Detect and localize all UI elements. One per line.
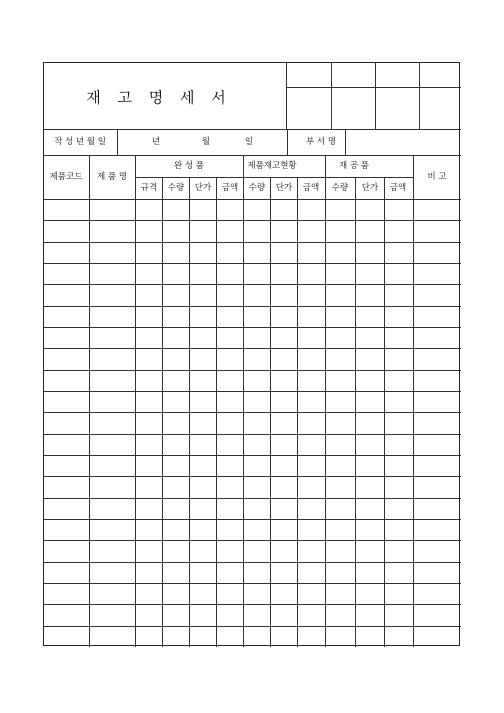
table-row-line <box>44 583 461 584</box>
meta-divider <box>287 129 288 155</box>
approval-divider <box>331 63 332 129</box>
header-group-line <box>135 177 413 178</box>
finished-price-header: 단가 <box>194 182 212 193</box>
table-row-line <box>44 263 461 264</box>
product-code-header: 제품코드 <box>49 171 83 182</box>
finished-amount-header: 금액 <box>221 182 239 193</box>
table-row-line <box>44 519 461 520</box>
finished-qty-header: 수량 <box>167 182 185 193</box>
remarks-header: 비 고 <box>427 171 447 182</box>
table-row-line <box>44 412 461 413</box>
table-row-line <box>44 242 461 243</box>
inventory-statement-form <box>43 62 460 646</box>
table-row-line <box>44 348 461 349</box>
stock-amount-header: 금액 <box>302 182 320 193</box>
table-row-line <box>44 327 461 328</box>
wip-amount-header: 금액 <box>389 182 407 193</box>
month-label: 월 <box>201 136 211 147</box>
header-bottom-line <box>44 199 461 200</box>
approval-divider <box>375 63 376 129</box>
table-row-line <box>44 562 461 563</box>
table-row-line <box>44 540 461 541</box>
date-label: 작 성 년 월 일 <box>54 136 106 147</box>
table-row-line <box>44 604 461 605</box>
wip-price-header: 단가 <box>361 182 379 193</box>
dept-label: 부 서 명 <box>305 136 337 147</box>
finished-spec-header: 규격 <box>140 182 158 193</box>
table-row-line <box>44 455 461 456</box>
year-label: 년 <box>151 136 161 147</box>
stock-status-header: 제품재고현황 <box>247 160 297 171</box>
table-row-line <box>44 434 461 435</box>
approval-divider <box>286 87 461 88</box>
column-line <box>243 155 244 647</box>
table-row-line <box>44 306 461 307</box>
column-line <box>325 155 326 647</box>
table-row-line <box>44 284 461 285</box>
table-row-line <box>44 220 461 221</box>
column-line <box>413 155 414 647</box>
stock-qty-header: 수량 <box>248 182 266 193</box>
product-name-header: 제 품 명 <box>96 171 128 182</box>
approval-box-border <box>286 63 287 129</box>
title-bottom-line <box>44 129 461 130</box>
column-line <box>89 155 90 647</box>
stock-price-header: 단가 <box>275 182 293 193</box>
finished-goods-header: 완 성 품 <box>173 160 205 171</box>
meta-bottom-line <box>44 155 461 156</box>
day-label: 일 <box>244 136 254 147</box>
form-title: 재 고 명 세 서 <box>86 88 232 107</box>
approval-divider <box>419 63 420 129</box>
table-row-line <box>44 391 461 392</box>
table-row-line <box>44 370 461 371</box>
table-row-line <box>44 498 461 499</box>
table-row-line <box>44 476 461 477</box>
meta-divider <box>117 129 118 155</box>
column-line <box>135 155 136 647</box>
table-row-line <box>44 626 461 627</box>
wip-qty-header: 수량 <box>331 182 349 193</box>
wip-header: 재 공 품 <box>338 160 370 171</box>
meta-divider <box>345 129 346 155</box>
